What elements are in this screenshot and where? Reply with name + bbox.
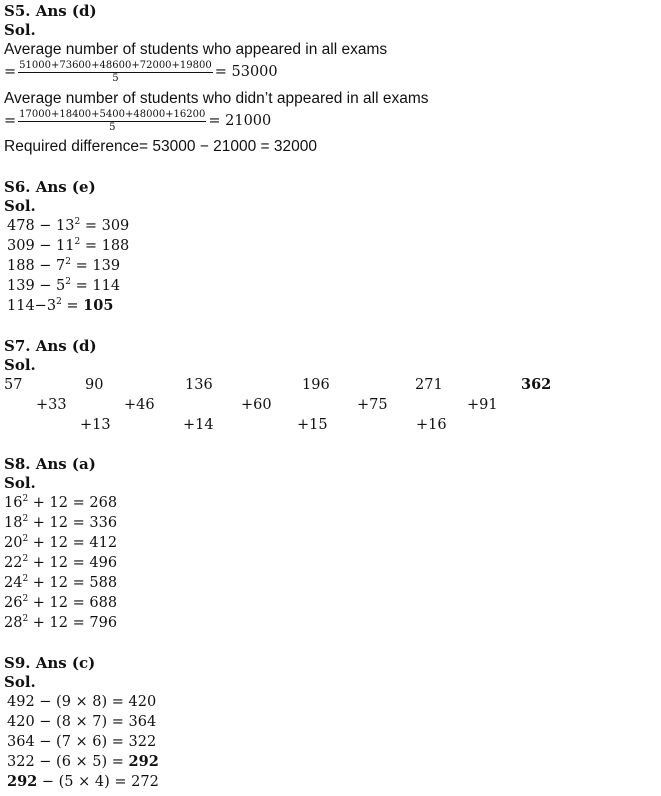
exponent: 2: [74, 217, 81, 227]
exponent: 2: [65, 257, 72, 267]
exponent: 2: [22, 554, 29, 564]
row-lhs: 139 − 5: [7, 278, 66, 294]
row-base: 18: [4, 515, 23, 531]
s9-heading: S9. Ans (c): [4, 654, 96, 672]
s9-row: [7, 772, 159, 792]
exponent: 2: [56, 297, 62, 307]
row-rhs: − (5 × 4) = 272: [37, 774, 159, 790]
exponent: 2: [22, 614, 29, 624]
s6-row: [7, 276, 120, 296]
row-base: 24: [4, 575, 23, 591]
s6-row: [7, 256, 120, 276]
s9-sol-label: Sol.: [4, 673, 36, 691]
s8-row: [4, 533, 117, 553]
fraction-denominator: 5: [112, 72, 119, 84]
s7-first-difference: +75: [357, 397, 388, 413]
s7-first-difference: +60: [241, 397, 272, 413]
s8-row: [4, 573, 117, 593]
s8-sol-label: Sol.: [4, 474, 36, 492]
s6-row: [7, 216, 129, 236]
s7-second-difference: +15: [297, 417, 328, 433]
row-rhs: = 309: [80, 218, 130, 234]
s6-heading: S6. Ans (e): [4, 178, 96, 196]
s5-line-appeared: Average number of students who appeared in all exams: [4, 41, 388, 58]
s7-series-term: 57: [4, 377, 23, 393]
s5-result-not-appeared: = 21000: [208, 113, 272, 129]
row-rhs: = 114: [71, 278, 121, 294]
s8-row: [4, 553, 117, 573]
row-base: 20: [4, 535, 23, 551]
exponent: 2: [74, 237, 81, 247]
row-rest: + 12 = 268: [28, 495, 118, 511]
row-lhs: 478 − 13: [7, 218, 75, 234]
s7-second-difference: +16: [416, 417, 447, 433]
exponent: 2: [22, 514, 29, 524]
row-rhs: = 139: [71, 258, 121, 274]
s5-line-not-appeared: Average number of students who didn’t appeared in all exams: [4, 90, 429, 107]
s5-heading: S5. Ans (d): [4, 2, 97, 20]
s5-equation-not-appeared: = $\frac{17000+18400+5400+48000+16200}{5}$ = 21000: [4, 108, 272, 133]
s9-bold-value: 292: [7, 773, 38, 790]
row-rest: + 12 = 688: [28, 595, 118, 611]
s5-fraction-not-appeared: [18, 109, 206, 134]
row-rest: + 12 = 796: [28, 615, 118, 631]
s7-series-term: 196: [302, 377, 330, 393]
s7-heading: S7. Ans (d): [4, 337, 97, 355]
s8-heading: S8. Ans (a): [4, 455, 96, 473]
exponent: 2: [22, 594, 29, 604]
exponent: 2: [22, 494, 29, 504]
s6-row: [7, 296, 113, 316]
s5-required-difference: Required difference= 53000 − 21000 = 32000: [4, 138, 317, 155]
s6-sol-label: Sol.: [4, 197, 36, 215]
row-rest: + 12 = 496: [28, 555, 118, 571]
s9-row: 364 − (7 × 6) = 322: [7, 734, 157, 750]
s7-series-term: 136: [185, 377, 213, 393]
s5-sol-label: Sol.: [4, 21, 36, 39]
s8-row: [4, 613, 117, 633]
fraction-denominator: 5: [109, 121, 116, 133]
row-rest: + 12 = 588: [28, 575, 118, 591]
fraction-numerator: 51000+73600+48600+72000+19800: [19, 59, 212, 71]
fraction-numerator: 17000+18400+5400+48000+16200: [19, 108, 206, 120]
row-rhs: = 188: [80, 238, 130, 254]
s9-row: 492 − (9 × 8) = 420: [7, 694, 157, 710]
s5-fraction-appeared: [18, 60, 213, 85]
s7-series-term: 271: [415, 377, 443, 393]
s6-row: [7, 236, 129, 256]
row-base: 28: [4, 615, 23, 631]
row-lhs: 188 − 7: [7, 258, 66, 274]
row-rest: + 12 = 336: [28, 515, 118, 531]
row-base: 22: [4, 555, 23, 571]
row-lhs: 309 − 11: [7, 238, 75, 254]
s5-result-appeared: = 53000: [214, 64, 278, 80]
s7-series-answer: 362: [521, 376, 552, 393]
row-lhs: 322 − (6 × 5) =: [7, 754, 129, 770]
s6-final-answer: 105: [83, 297, 114, 314]
s7-first-difference: +33: [36, 397, 67, 413]
s9-row: 420 − (8 × 7) = 364: [7, 714, 157, 730]
row-rhs: =: [61, 298, 84, 314]
row-lhs: 114−3: [7, 298, 57, 314]
s5-equation-appeared: = $\frac{51000+73600+48600+72000+19800}{5}$ = 53000: [4, 59, 278, 84]
exponent: 2: [22, 574, 29, 584]
row-rest: + 12 = 412: [28, 535, 118, 551]
s7-first-difference: +91: [467, 397, 498, 413]
s7-first-difference: +46: [124, 397, 155, 413]
s9-row: [7, 752, 159, 772]
row-base: 16: [4, 495, 23, 511]
s8-row: [4, 593, 117, 613]
s7-series-term: 90: [85, 377, 104, 393]
row-base: 26: [4, 595, 23, 611]
s7-sol-label: Sol.: [4, 356, 36, 374]
s7-second-difference: +13: [80, 417, 111, 433]
s8-row: [4, 493, 117, 513]
exponent: 2: [22, 534, 29, 544]
exponent: 2: [65, 277, 72, 287]
s8-row: [4, 513, 117, 533]
s7-second-difference: +14: [183, 417, 214, 433]
s9-bold-value: 292: [128, 753, 159, 770]
